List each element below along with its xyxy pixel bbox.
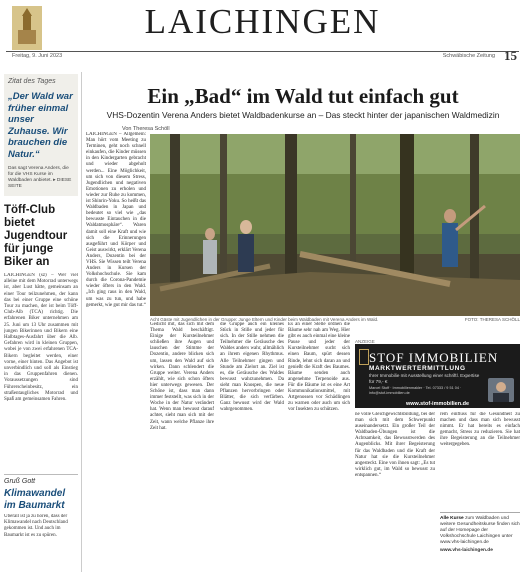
left-column (4, 74, 78, 574)
ad-text: Ihrer Immobilie mit Ausstellung einer schriftl. Expertise für 79,- € (369, 373, 480, 384)
quote-of-the-day (4, 74, 78, 196)
info-box (440, 512, 520, 574)
article-column-3: die Gruppe auch ein kleines Stück in Stille und jeder für sich. In der Stille nehmen die Teilnehmer die Geräusche des Waldes anders wahr, allmählich an ihrem eigenen Rhythmus. Alle Teilnehmer gingen und Stunde am Zielort an. Ziel ist es, die Geräusche des Waldes bewusst wahrzunehmen. Da sieht man Knospen, die neue Pflanzen hervorbringen oder Blätter, die sich verfärben. Ganz bewusst wird der Wald wahrgenommen. (220, 322, 284, 413)
article-photo (150, 134, 520, 316)
info-box-title: Alle Kurse (440, 516, 464, 521)
article-column-6: rem einfluss für die Gesundheit zu machen und dass man sich bewusst nimmt. Er hat bereits es einfach gemacht, Stress zu reduzieren. Sie hat ihre Begeisterung an die Teilnehmer weitergegeben. (440, 412, 520, 448)
masthead-title: LAICHINGEN (144, 2, 381, 41)
ad-contact: Marcel Stoff · Immobilienmakler · Tel. 07333 / 9 51 04 · info@stof-immobilien.de (369, 386, 462, 395)
ad-brand: STOF IMMOBILIEN (369, 350, 499, 365)
photo-credit: FOTO: THERESA SCHÖLL (464, 317, 520, 322)
ad-logo-icon (359, 349, 369, 365)
article-subheadline: VHS-Dozentin Verena Anders bietet Waldbadenkurse an – Das steckt hinter der japanischen Waldmedizin (106, 110, 500, 120)
column-divider (81, 72, 82, 572)
advertisement[interactable] (355, 344, 520, 408)
page-number: 15 (504, 48, 517, 63)
quote-text: „Der Wald war früher einmal unser Zuhause. Wir brauchen die Natur.“ (8, 91, 73, 160)
forest-photo (150, 134, 520, 316)
masthead-date: Freitag, 9. Juni 2023 (12, 53, 63, 59)
masthead-newspaper: Schwäbische Zeitung (442, 53, 495, 59)
ad-tagline: MARKTWERTERMITTLUNG (369, 365, 466, 372)
ad-label: ANZEIGE (355, 339, 375, 344)
news-text: LAICHINGEN (sz) – Wer viel alleine mit dem Motorrad unterwegs ist, aber Lust hätte, gemeinsam an einer Tour teilzunehmen, der kann das bei einer Gruppe eine schöne Tour zu machen, der ist beim Töff-Club-Alb (TCA) richtig. Die erfahrenen Biker unternehmen am 25. Juni um 13 Uhr zusammen mit jungen Bikerinnen und Bikern eine Halbtages-Ausfahrt über die Alb. Gefahren wird in kleinen Gruppen, wobei je von zwei erfahrenen TCA-Bikern begleitet werden, einer vorne, einer hinten. Das Angebot ist unverbindlich und soll als Einstieg in das Gruppenfahren dienen. Voraussetzungen sind Führerscheinbesitz, ein straßentaugliches Motorrad und Spaß am gemeinsamen Fahren. (4, 273, 78, 403)
info-box-text: zum Waldbaden und weitere Gesundheitskurse finden sich auf der Homepage der Volkshochschule Laichingen unter www.vhs-laichingen.de (440, 516, 520, 545)
article-column-2: Gedicht mit, das sich mit dem Thema Wald beschäftigt. Einige der Kursteilnehmer schließen ihre Augen und lauschen der Stimme der Dozentin, andere blicken sich um, lassen den Wald auf sich wirken. Dann schlendert die Gruppe weiter. Verena Anders erzählt, wie sich schon öfters hier unterwegs gewesen. Der Schöne ist, dass man dann immer feststellt, was sich in der Woche in der Natur verändert hat. Wenn man bewusst darauf achtet, sieht man sich mit der Zeit, wann welche Pflanze ihre Zeit hat. (150, 322, 214, 431)
masthead (0, 0, 525, 63)
gruss-headline: Klimawandel im Baumarkt (4, 488, 66, 511)
gruss-text: Überall ist ja zu hören, dass der Klimawandel nach Deutschland gekommen ist. Und auch im Baumarkt ist es zu spüren. (4, 514, 68, 538)
news-headline: Töff-Club bietet Jugendtour für junge Biker an (4, 204, 68, 268)
quote-label: Zitat des Tages (8, 78, 56, 85)
ad-website[interactable]: www.stof-immobilien.de (405, 401, 470, 407)
gruss-label: Gruß Gott (4, 474, 78, 485)
ad-portrait (488, 378, 514, 402)
masthead-divider (6, 51, 519, 52)
info-box-website[interactable]: www.vhs-laichingen.de (440, 548, 493, 553)
article-column-4: Es an einer Stelle ordnen die Bäume sehr nah am Weg. Hier gibt es auch einmal eine kleine Pause und jeder der Kursteilnehmer sucht sich einen Baum, spürt dessen Rinde, lehnt sich daran an und genießt die Kraft des Baumes. Bäume senden auch angenehme Terpenoide aus. Für die Bäume ist es eine Art Kommunikationsmittel, mit Artgenossen vor Schädlingen zu warnen oder auch um sich vor Insekten zu schützen. (288, 322, 350, 413)
article-column-5: ne volle Gleichgewichtsbildung, bei der man sich mit dem Schwerpunkt auseinandersetzt. Ein großer Teil der Waldbaden-Übungen ist die Achtsamkeit, das Bewusstwerden des Augenblicks. Mit ihrer Begeisterung für das Waldbaden und die Kraft der Natur hat sie die Kursteilnehmer angesteckt. Eine von ihnen sagt: „Es tut wirklich gut, im Wald so bewusst zu entspannen.“ (355, 412, 435, 478)
photo-caption-text: Acht Gäste mit Jugendlichen in der Gruppe: Junge Eltern und Kinder beim Waldbaden mit Verena Anders im Wald. (150, 317, 379, 322)
article-byline: Von Theresa Schöll (122, 126, 170, 132)
quote-source: Das sagt Verena Anders, die für die VHS Kurse im Waldbaden anbietet. ▸ DIESE SEITE (8, 166, 72, 189)
article-column-1: LAICHINGEN – Allgemein: Man hört vom Meeting zu Terminen, geht noch schnell einkaufen, die Kinder müssen in den Kindergarten gebracht und wieder abgeholt werden... Eine Möglichkeit, um sich von diesem Stress, Jugendlichen und negativen Emotionen zu erholen und wieder zur Ruhe zu kommen, ist Shinrin-Yoku. So heißt das Waldbaden in Japan und bedeutet so viel wie „das bewusste Eintauchen in die Waldatmosphäre“. Waren damit soll eine Kraft und wie sich die Erinnerungen ausgeführt und Körper und Geist auswirkt, erklärt Verena Anders, Dozentin bei der VHS. Sie Wissen teilt Verena Anders in Kursen der Volkshochschule. Sie kam durch die Corona-Pandemie wieder öfters in den Wald. „Ich ging raus in den Wald, um was zu tun, und habe gemerkt, wie gut mir das tut.“ (86, 132, 146, 308)
article-headline: Ein „Bad“ im Wald tut einfach gut (147, 84, 459, 108)
